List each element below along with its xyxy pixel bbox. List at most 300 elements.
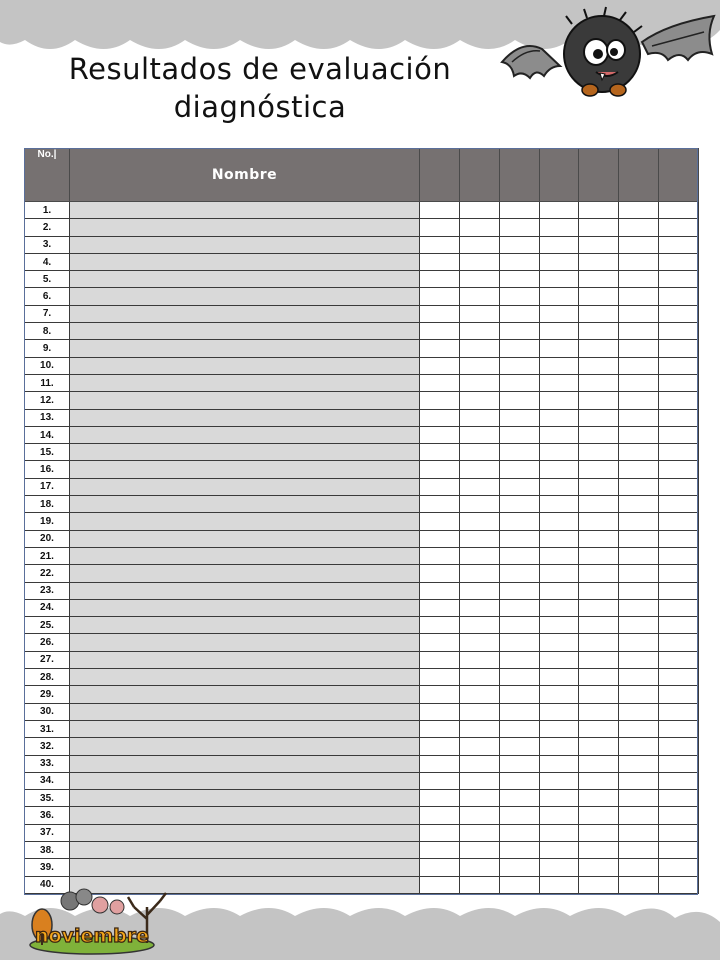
score-cell[interactable]: [459, 409, 499, 426]
score-cell[interactable]: [499, 669, 539, 686]
score-cell[interactable]: [499, 374, 539, 391]
name-cell[interactable]: [70, 859, 420, 876]
name-cell[interactable]: [70, 790, 420, 807]
score-cell[interactable]: [579, 496, 619, 513]
score-cell[interactable]: [420, 669, 460, 686]
score-cell[interactable]: [619, 513, 659, 530]
score-cell[interactable]: [659, 547, 699, 564]
score-cell[interactable]: [420, 547, 460, 564]
score-cell[interactable]: [659, 599, 699, 616]
score-cell[interactable]: [539, 547, 579, 564]
score-cell[interactable]: [619, 530, 659, 547]
score-cell[interactable]: [459, 634, 499, 651]
score-cell[interactable]: [459, 288, 499, 305]
score-cell[interactable]: [459, 669, 499, 686]
score-cell[interactable]: [659, 426, 699, 443]
score-cell[interactable]: [659, 513, 699, 530]
name-cell[interactable]: [70, 305, 420, 322]
score-cell[interactable]: [579, 582, 619, 599]
score-cell[interactable]: [499, 599, 539, 616]
score-cell[interactable]: [499, 772, 539, 789]
score-cell[interactable]: [659, 392, 699, 409]
score-cell[interactable]: [420, 496, 460, 513]
score-cell[interactable]: [659, 859, 699, 876]
score-cell[interactable]: [420, 530, 460, 547]
score-cell[interactable]: [420, 565, 460, 582]
score-cell[interactable]: [499, 876, 539, 893]
score-cell[interactable]: [420, 720, 460, 737]
score-cell[interactable]: [659, 807, 699, 824]
name-cell[interactable]: [70, 461, 420, 478]
score-cell[interactable]: [420, 824, 460, 841]
score-cell[interactable]: [459, 323, 499, 340]
score-cell[interactable]: [579, 444, 619, 461]
score-cell[interactable]: [539, 305, 579, 322]
score-cell[interactable]: [499, 444, 539, 461]
name-cell[interactable]: [70, 565, 420, 582]
score-cell[interactable]: [619, 478, 659, 495]
score-cell[interactable]: [420, 374, 460, 391]
score-cell[interactable]: [420, 409, 460, 426]
score-cell[interactable]: [619, 720, 659, 737]
score-cell[interactable]: [459, 651, 499, 668]
score-cell[interactable]: [420, 305, 460, 322]
score-cell[interactable]: [420, 807, 460, 824]
score-cell[interactable]: [579, 392, 619, 409]
score-cell[interactable]: [499, 288, 539, 305]
score-cell[interactable]: [459, 340, 499, 357]
score-cell[interactable]: [659, 738, 699, 755]
score-cell[interactable]: [539, 323, 579, 340]
score-cell[interactable]: [659, 340, 699, 357]
score-cell[interactable]: [420, 444, 460, 461]
score-cell[interactable]: [420, 772, 460, 789]
score-cell[interactable]: [659, 409, 699, 426]
score-cell[interactable]: [459, 547, 499, 564]
score-cell[interactable]: [579, 236, 619, 253]
score-cell[interactable]: [659, 841, 699, 858]
score-cell[interactable]: [659, 824, 699, 841]
score-cell[interactable]: [499, 271, 539, 288]
name-cell[interactable]: [70, 703, 420, 720]
score-cell[interactable]: [420, 357, 460, 374]
score-cell[interactable]: [539, 669, 579, 686]
score-cell[interactable]: [659, 634, 699, 651]
score-cell[interactable]: [619, 669, 659, 686]
score-cell[interactable]: [420, 876, 460, 893]
score-cell[interactable]: [420, 513, 460, 530]
score-cell[interactable]: [499, 426, 539, 443]
name-cell[interactable]: [70, 323, 420, 340]
score-cell[interactable]: [539, 202, 579, 219]
score-cell[interactable]: [420, 738, 460, 755]
score-cell[interactable]: [420, 599, 460, 616]
score-cell[interactable]: [579, 565, 619, 582]
score-cell[interactable]: [579, 530, 619, 547]
score-cell[interactable]: [499, 755, 539, 772]
score-cell[interactable]: [619, 859, 659, 876]
score-cell[interactable]: [659, 357, 699, 374]
name-cell[interactable]: [70, 236, 420, 253]
score-cell[interactable]: [539, 426, 579, 443]
name-cell[interactable]: [70, 530, 420, 547]
score-cell[interactable]: [579, 478, 619, 495]
score-cell[interactable]: [619, 392, 659, 409]
score-cell[interactable]: [459, 859, 499, 876]
name-cell[interactable]: [70, 651, 420, 668]
name-cell[interactable]: [70, 444, 420, 461]
score-cell[interactable]: [579, 634, 619, 651]
name-cell[interactable]: [70, 841, 420, 858]
score-cell[interactable]: [619, 651, 659, 668]
score-cell[interactable]: [539, 599, 579, 616]
score-cell[interactable]: [659, 202, 699, 219]
score-cell[interactable]: [659, 582, 699, 599]
score-cell[interactable]: [459, 686, 499, 703]
score-cell[interactable]: [579, 409, 619, 426]
score-cell[interactable]: [619, 824, 659, 841]
score-cell[interactable]: [499, 323, 539, 340]
score-cell[interactable]: [539, 824, 579, 841]
score-cell[interactable]: [539, 236, 579, 253]
score-cell[interactable]: [619, 807, 659, 824]
score-cell[interactable]: [619, 738, 659, 755]
score-cell[interactable]: [499, 720, 539, 737]
score-cell[interactable]: [499, 859, 539, 876]
score-cell[interactable]: [539, 841, 579, 858]
score-cell[interactable]: [579, 340, 619, 357]
score-cell[interactable]: [619, 236, 659, 253]
name-cell[interactable]: [70, 669, 420, 686]
score-cell[interactable]: [459, 374, 499, 391]
name-cell[interactable]: [70, 253, 420, 270]
score-cell[interactable]: [619, 219, 659, 236]
score-cell[interactable]: [539, 859, 579, 876]
score-cell[interactable]: [539, 772, 579, 789]
score-cell[interactable]: [459, 772, 499, 789]
score-cell[interactable]: [579, 859, 619, 876]
score-cell[interactable]: [539, 374, 579, 391]
score-cell[interactable]: [579, 374, 619, 391]
score-cell[interactable]: [459, 824, 499, 841]
score-cell[interactable]: [659, 271, 699, 288]
name-cell[interactable]: [70, 772, 420, 789]
score-cell[interactable]: [420, 582, 460, 599]
score-cell[interactable]: [659, 444, 699, 461]
name-cell[interactable]: [70, 409, 420, 426]
score-cell[interactable]: [420, 288, 460, 305]
score-cell[interactable]: [659, 686, 699, 703]
score-cell[interactable]: [539, 703, 579, 720]
name-cell[interactable]: [70, 496, 420, 513]
name-cell[interactable]: [70, 392, 420, 409]
score-cell[interactable]: [579, 738, 619, 755]
score-cell[interactable]: [459, 841, 499, 858]
score-cell[interactable]: [539, 444, 579, 461]
score-cell[interactable]: [539, 651, 579, 668]
score-cell[interactable]: [579, 219, 619, 236]
name-cell[interactable]: [70, 582, 420, 599]
score-cell[interactable]: [459, 271, 499, 288]
score-cell[interactable]: [459, 599, 499, 616]
score-cell[interactable]: [659, 461, 699, 478]
score-cell[interactable]: [499, 305, 539, 322]
score-cell[interactable]: [459, 219, 499, 236]
score-cell[interactable]: [579, 305, 619, 322]
score-cell[interactable]: [579, 651, 619, 668]
name-cell[interactable]: [70, 288, 420, 305]
score-cell[interactable]: [619, 444, 659, 461]
score-cell[interactable]: [579, 426, 619, 443]
score-cell[interactable]: [579, 202, 619, 219]
score-cell[interactable]: [499, 202, 539, 219]
score-cell[interactable]: [659, 617, 699, 634]
score-cell[interactable]: [619, 496, 659, 513]
score-cell[interactable]: [459, 738, 499, 755]
score-cell[interactable]: [539, 513, 579, 530]
score-cell[interactable]: [539, 565, 579, 582]
score-cell[interactable]: [539, 496, 579, 513]
name-cell[interactable]: [70, 824, 420, 841]
score-cell[interactable]: [499, 841, 539, 858]
score-cell[interactable]: [499, 651, 539, 668]
score-cell[interactable]: [619, 288, 659, 305]
score-cell[interactable]: [499, 461, 539, 478]
score-cell[interactable]: [539, 617, 579, 634]
score-cell[interactable]: [459, 513, 499, 530]
score-cell[interactable]: [499, 686, 539, 703]
score-cell[interactable]: [420, 426, 460, 443]
score-cell[interactable]: [539, 807, 579, 824]
score-cell[interactable]: [619, 461, 659, 478]
score-cell[interactable]: [579, 599, 619, 616]
score-cell[interactable]: [459, 357, 499, 374]
name-cell[interactable]: [70, 374, 420, 391]
score-cell[interactable]: [579, 686, 619, 703]
name-cell[interactable]: [70, 340, 420, 357]
name-cell[interactable]: [70, 738, 420, 755]
name-cell[interactable]: [70, 478, 420, 495]
score-cell[interactable]: [420, 841, 460, 858]
score-cell[interactable]: [659, 496, 699, 513]
score-cell[interactable]: [539, 340, 579, 357]
score-cell[interactable]: [459, 236, 499, 253]
score-cell[interactable]: [619, 426, 659, 443]
score-cell[interactable]: [579, 720, 619, 737]
score-cell[interactable]: [420, 461, 460, 478]
score-cell[interactable]: [619, 582, 659, 599]
score-cell[interactable]: [539, 461, 579, 478]
score-cell[interactable]: [659, 772, 699, 789]
score-cell[interactable]: [659, 236, 699, 253]
score-cell[interactable]: [539, 720, 579, 737]
score-cell[interactable]: [579, 807, 619, 824]
score-cell[interactable]: [499, 340, 539, 357]
score-cell[interactable]: [539, 357, 579, 374]
name-cell[interactable]: [70, 599, 420, 616]
score-cell[interactable]: [659, 703, 699, 720]
score-cell[interactable]: [539, 876, 579, 893]
score-cell[interactable]: [659, 478, 699, 495]
score-cell[interactable]: [659, 651, 699, 668]
score-cell[interactable]: [659, 755, 699, 772]
score-cell[interactable]: [420, 219, 460, 236]
score-cell[interactable]: [619, 790, 659, 807]
name-cell[interactable]: [70, 426, 420, 443]
score-cell[interactable]: [459, 478, 499, 495]
score-cell[interactable]: [619, 253, 659, 270]
score-cell[interactable]: [499, 565, 539, 582]
score-cell[interactable]: [619, 876, 659, 893]
score-cell[interactable]: [459, 305, 499, 322]
score-cell[interactable]: [499, 530, 539, 547]
score-cell[interactable]: [579, 357, 619, 374]
score-cell[interactable]: [420, 236, 460, 253]
score-cell[interactable]: [459, 876, 499, 893]
score-cell[interactable]: [499, 513, 539, 530]
name-cell[interactable]: [70, 686, 420, 703]
score-cell[interactable]: [420, 617, 460, 634]
score-cell[interactable]: [499, 392, 539, 409]
score-cell[interactable]: [539, 253, 579, 270]
score-cell[interactable]: [659, 565, 699, 582]
score-cell[interactable]: [420, 478, 460, 495]
score-cell[interactable]: [459, 720, 499, 737]
score-cell[interactable]: [499, 790, 539, 807]
name-cell[interactable]: [70, 202, 420, 219]
name-cell[interactable]: [70, 357, 420, 374]
score-cell[interactable]: [459, 461, 499, 478]
score-cell[interactable]: [499, 547, 539, 564]
score-cell[interactable]: [459, 426, 499, 443]
score-cell[interactable]: [539, 392, 579, 409]
score-cell[interactable]: [539, 634, 579, 651]
score-cell[interactable]: [619, 340, 659, 357]
score-cell[interactable]: [619, 772, 659, 789]
score-cell[interactable]: [619, 271, 659, 288]
score-cell[interactable]: [420, 323, 460, 340]
score-cell[interactable]: [659, 305, 699, 322]
score-cell[interactable]: [579, 288, 619, 305]
score-cell[interactable]: [459, 444, 499, 461]
score-cell[interactable]: [420, 202, 460, 219]
score-cell[interactable]: [499, 582, 539, 599]
score-cell[interactable]: [619, 599, 659, 616]
score-cell[interactable]: [459, 530, 499, 547]
score-cell[interactable]: [619, 686, 659, 703]
score-cell[interactable]: [499, 478, 539, 495]
score-cell[interactable]: [499, 807, 539, 824]
score-cell[interactable]: [539, 530, 579, 547]
score-cell[interactable]: [619, 565, 659, 582]
score-cell[interactable]: [659, 790, 699, 807]
score-cell[interactable]: [619, 305, 659, 322]
score-cell[interactable]: [659, 374, 699, 391]
score-cell[interactable]: [420, 651, 460, 668]
score-cell[interactable]: [499, 824, 539, 841]
score-cell[interactable]: [539, 738, 579, 755]
score-cell[interactable]: [579, 755, 619, 772]
score-cell[interactable]: [619, 755, 659, 772]
name-cell[interactable]: [70, 513, 420, 530]
score-cell[interactable]: [619, 374, 659, 391]
name-cell[interactable]: [70, 617, 420, 634]
score-cell[interactable]: [420, 392, 460, 409]
score-cell[interactable]: [420, 340, 460, 357]
score-cell[interactable]: [459, 392, 499, 409]
score-cell[interactable]: [619, 617, 659, 634]
score-cell[interactable]: [539, 790, 579, 807]
score-cell[interactable]: [539, 686, 579, 703]
score-cell[interactable]: [659, 530, 699, 547]
name-cell[interactable]: [70, 807, 420, 824]
score-cell[interactable]: [619, 703, 659, 720]
score-cell[interactable]: [499, 634, 539, 651]
score-cell[interactable]: [619, 323, 659, 340]
score-cell[interactable]: [420, 755, 460, 772]
score-cell[interactable]: [420, 703, 460, 720]
score-cell[interactable]: [459, 703, 499, 720]
score-cell[interactable]: [539, 219, 579, 236]
score-cell[interactable]: [499, 738, 539, 755]
score-cell[interactable]: [579, 841, 619, 858]
score-cell[interactable]: [539, 755, 579, 772]
score-cell[interactable]: [579, 703, 619, 720]
score-cell[interactable]: [459, 755, 499, 772]
score-cell[interactable]: [579, 253, 619, 270]
score-cell[interactable]: [619, 547, 659, 564]
score-cell[interactable]: [579, 876, 619, 893]
score-cell[interactable]: [619, 409, 659, 426]
score-cell[interactable]: [499, 409, 539, 426]
score-cell[interactable]: [459, 807, 499, 824]
score-cell[interactable]: [539, 288, 579, 305]
score-cell[interactable]: [420, 634, 460, 651]
score-cell[interactable]: [539, 409, 579, 426]
score-cell[interactable]: [539, 478, 579, 495]
score-cell[interactable]: [579, 323, 619, 340]
score-cell[interactable]: [499, 219, 539, 236]
score-cell[interactable]: [420, 253, 460, 270]
score-cell[interactable]: [459, 565, 499, 582]
score-cell[interactable]: [459, 496, 499, 513]
score-cell[interactable]: [659, 720, 699, 737]
name-cell[interactable]: [70, 720, 420, 737]
score-cell[interactable]: [499, 357, 539, 374]
score-cell[interactable]: [619, 841, 659, 858]
name-cell[interactable]: [70, 547, 420, 564]
score-cell[interactable]: [420, 271, 460, 288]
score-cell[interactable]: [579, 824, 619, 841]
score-cell[interactable]: [659, 253, 699, 270]
score-cell[interactable]: [539, 582, 579, 599]
score-cell[interactable]: [539, 271, 579, 288]
score-cell[interactable]: [459, 253, 499, 270]
score-cell[interactable]: [659, 323, 699, 340]
score-cell[interactable]: [659, 219, 699, 236]
score-cell[interactable]: [459, 617, 499, 634]
score-cell[interactable]: [499, 253, 539, 270]
score-cell[interactable]: [659, 288, 699, 305]
score-cell[interactable]: [659, 669, 699, 686]
name-cell[interactable]: [70, 271, 420, 288]
score-cell[interactable]: [619, 357, 659, 374]
score-cell[interactable]: [499, 236, 539, 253]
score-cell[interactable]: [499, 496, 539, 513]
score-cell[interactable]: [420, 686, 460, 703]
score-cell[interactable]: [579, 547, 619, 564]
score-cell[interactable]: [420, 790, 460, 807]
